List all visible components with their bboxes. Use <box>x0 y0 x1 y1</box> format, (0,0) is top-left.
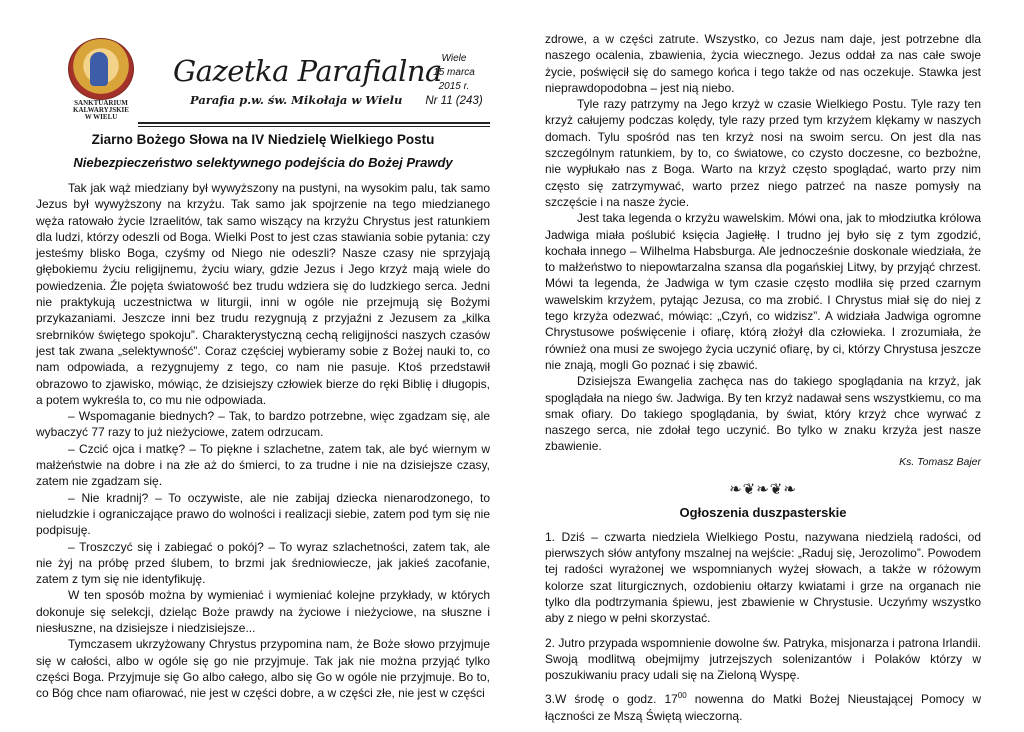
announcement-item: 1. Dziś – czwarta niedziela Wielkiego Postu, nazywana niedzielą radości, od pierwszych słów antyfony mszalnej na wejście: „Raduj się, Jerozolimo”. Powodem tej radości wyrażonej we wspomnianych wyżej słowach, a także w różowym kolorze szat liturgicznych, ozdobieniu ołtarzy kwiatami i grze na organach nie tylko dla podtrzymania śpiewu, jest zbawienie w Chrystusie. Uczyńmy wszystko aby z niego w pełni skorzystać. <box>545 529 981 626</box>
issue-year: 2015 r. <box>438 81 470 92</box>
issue-number: Nr 11 (243) <box>425 95 483 107</box>
article-paragraph: – Czcić ojca i matkę? – To piękne i szlachetne, zatem tak, ale być wiernym w małżeństwie na dobre i na złe aż do śmierci, to za trudne i nie na dzisiejsze czasy, zatem nie zgadzam się. <box>36 441 490 489</box>
announcements-title: Ogłoszenia duszpasterskie <box>679 504 847 520</box>
article-paragraph: Jest taka legenda o krzyżu wawelskim. Mówi ona, jak to młodziutka królowa Jadwiga miała poślubić księcia Jagiełłę. I trudno jej było się z tym zgodzić, kochała innego – Wilhelma Habsburga. Ale jednocześnie doskonale wiedziała, że to małżeństwo to niepowtarzalna szansa dla pogańskiej Litwy, by przyjąć chrzest. Mówi ta legenda, że Jadwiga w tym czasie często modliła się przed czarnym wawelskim krzyżem, pytając Jezusa, co ma zrobić. I Chrystus miał się do niej z tego krzyża odezwać, mówiąc: „Czyń, co widzisz”. A widziała Jadwiga ogromne Chrystusowe poświęcenie i ofiarę, którą złożył dla człowieka. I zrozumiała, że również ona musi ze swojego życia uczynić ofiarę, by ci, którzy Chrystusa jeszcze nie znają, mogli Go poznać i się zbawić. <box>545 211 981 372</box>
floral-ornament-icon: ❧❦❧❦❧ <box>729 480 797 498</box>
issue-info <box>418 52 490 108</box>
article-paragraph: Tyle razy patrzymy na Jego krzyż w czasie Wielkiego Postu. Tyle razy ten krzyż całujemy podczas kolędy, tyle razy przed tym krzyżem klękamy w naszych domach. Tylu spośród nas ten krzyż nosi na swoim sercu. On jest dla nas szczególnym ratunkiem, by to, co światowe, co czysto doczesne, co bezbożne, nie wypłukało nas z Boga. Warto na krzyż często spoglądać, warto przy nim często się zatrzymywać, warto przez niego patrzeć na nasze pomysły na szczęście i na nasze życie. <box>545 97 981 209</box>
article-paragraph: Tak jak wąż miedziany był wywyższony na pustyni, na wysokim palu, tak samo Jezus był wywyższony na krzyżu. Tak samo jak spojrzenie na tego miedzianego węża ratowało życie Izraelitów, tak samo wiszący na krzyżu Chrystus jest ratunkiem dla ludzi, którzy odeszli od Boga. Wielki Post to jest czas stawiania sobie pytania: czy jesteśmy blisko Boga, czyśmy od Niego nie odeszli? Nasze czasy nie sprzyjają głębokiemu życiu religijnemu, życiu wiary, gdzie Jezus i Jego krzyż mają wiele do powiedzenia. Źle pojęta światowość bez trudu wdziera się do ludzkiego serca. Jedni nie praktykują uczestnictwa w liturgii, inni w ogóle nie przejmują się Bożymi przykazaniami. Jeszcze inni bez trudu rezygnują z przyjaźni z Jezusem za „kilka srebrników świętego spokoju”. Charakterystyczną cechą religijności naszych czasów jest tak zwana „selektywność”. Coraz częściej wybieramy sobie z Bożej nauki to, co nam odpowiada, a rezygnujemy z tego, co nam nie pasuje. Ktoś przedstawił obrazowo to zjawisko, mówiąc, że dzisiejszy człowiek bierze do ręki Biblię i długopis, a potem wykreśla to, co mu nie odpowiada. <box>36 181 490 407</box>
announcement-item: 2. Jutro przypada wspomnienie dowolne św. Patryka, misjonarza i patrona Irlandii. Swoją modlitwą obejmijmy jutrzejszych solenizantów i Polaków którzy w poszukiwaniu pracy udali się na Zieloną Wyspę. <box>545 635 981 683</box>
article-paragraph: – Nie kradnij? – To oczywiste, ale nie zabijaj dziecka nienarodzonego, to nieludzkie i ograniczające prawo do wolności i realizacji siebie, zatem pod tym się nie podpisuję. <box>36 490 490 538</box>
article-paragraph: zdrowe, a w części zatrute. Wszystko, co Jezus nam daje, jest potrzebne dla naszego ocalenia, zbawienia, życia wiecznego. Jezus oddał za nas całe swoje życie, poświęcił się do samego końca i tego także od nas oczekuje. Stawka jest nieprawdopodobna – jest nią niebo. <box>545 32 981 95</box>
announcement-item-3: 3.W środę o godz. $17^{00}$ nowenna do Matki Bożej Nieustającej Pomocy w łączności ze Mszą Świętą wieczorną. <box>545 691 981 723</box>
masthead-rule-thin <box>138 126 490 127</box>
article-author: Ks. Tomasz Bajer <box>899 455 981 468</box>
article-title: Ziarno Bożego Słowa na IV Niedzielę Wielkiego Postu <box>91 132 435 147</box>
newsletter-title: Gazetka Parafialna <box>173 54 442 88</box>
time-superscript: 00 <box>677 691 687 701</box>
masthead <box>36 0 490 120</box>
article-paragraph: W ten sposób można by wymieniać i wymieniać kolejne przykłady, w których dokonuje się selekcji, dzieląc Boże prawdy na życiowe i nieżyciowe, na słuszne i niesłuszne, na dzisiejsze i niedzisiejsze... <box>36 588 490 636</box>
article-body-left <box>36 180 490 702</box>
article-paragraph: – Wspomaganie biednych? – Tak, to bardzo potrzebne, więc zgadzam się, ale wybaczyć 77 razy to już nieżyciowe, zatem odrzucam. <box>36 409 490 440</box>
parish-name: Parafia p.w. św. Mikołaja w Wielu <box>190 93 403 107</box>
article-body-right <box>545 31 981 455</box>
article-subtitle: Niebezpieczeństwo selektywnego podejścia do Bożej Prawdy <box>73 155 453 170</box>
issue-date: 15 marca <box>433 67 475 78</box>
article-paragraph: Tymczasem ukrzyżowany Chrystus przypomina nam, że Boże słowo przyjmuje się w całości, albo w ogóle się go nie przyjmuje. Tak jak nie można przyjąć tylko części Boga. Przyjmuje się Go albo całego, albo się Go w ogóle nie przyjmuje. Bo to, co Bóg chce nam ofiarować, nie jest w części dobre, a w części złe, nie jest w części <box>36 637 490 701</box>
left-column <box>36 0 490 702</box>
article-paragraph: – Troszczyć się i zabiegać o pokój? – To wyraz szlachetności, zatem tak, ale nie żyj na próbę przed ślubem, to brzmi jak średniowiecze, jak jakieś zacofanie, zatem z tym się nie identyfikuję. <box>36 539 490 587</box>
logo-text: SANKTUARIUM KALWARYJSKIE W WIELU <box>73 99 129 121</box>
issue-city: Wiele <box>441 53 467 64</box>
masthead-rule <box>138 122 490 124</box>
parish-seal-icon <box>66 38 136 121</box>
article-paragraph: Dzisiejsza Ewangelia zachęca nas do takiego spoglądania na krzyż, jak spoglądała na niego św. Jadwiga. By ten krzyż nadawał sens wszystkiemu, co ma smak ofiary. Do takiego spoglądania, by świat, który krzyż chce wyrwać z naszego serca, nie zdołał tego uczynić. Bo tylko w znaku krzyża jest nasze zbawienie. <box>545 374 981 454</box>
right-column <box>545 0 981 732</box>
